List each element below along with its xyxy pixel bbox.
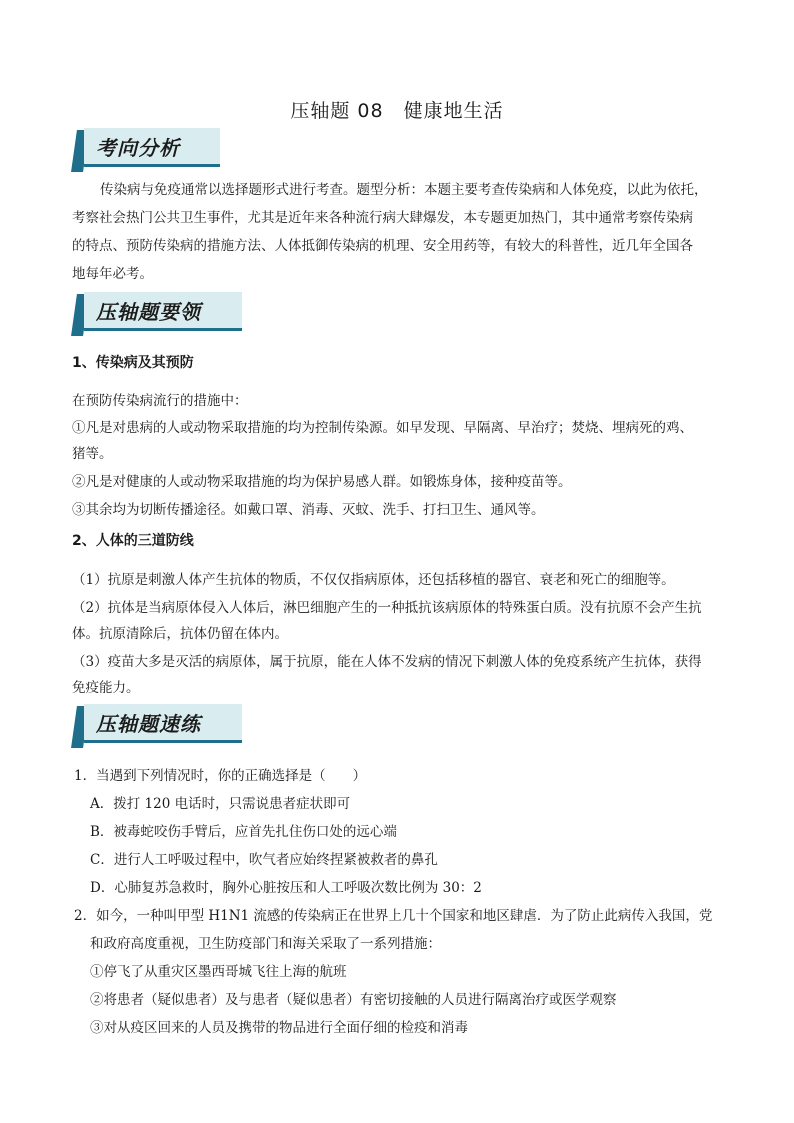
question-2-stem-b: 和政府高度重视，卫生防疫部门和海关采取了一系列措施： [90, 936, 441, 952]
defense-point-3b: 免疫能力。 [72, 680, 140, 696]
section-banner-practice [74, 704, 234, 748]
section-banner-analysis [74, 128, 214, 172]
section-label-essentials: 压轴题要领 [96, 299, 201, 324]
question-1-option-c: C．进行人工呼吸过程中，吹气者应始终捏紧被救者的鼻孔 [90, 852, 438, 868]
banner-box [84, 704, 242, 743]
essentials-point-1a: ①凡是对患病的人或动物采取措施的均为控制传染源。如早发现、早隔离、早治疗；焚烧、埋病死的鸡、 [72, 420, 693, 436]
question-1-stem: 1．当遇到下列情况时，你的正确选择是（ ） [74, 768, 367, 784]
analysis-line-2: 考察社会热门公共卫生事件，尤其是近年来各种流行病大肆爆发，本专题更加热门，其中通常考察传染病 [72, 210, 693, 226]
question-2-measure-2: ②将患者（疑似患者）及与患者（疑似患者）有密切接触的人员进行隔离治疗或医学观察 [90, 992, 617, 1008]
defense-point-2b: 体。抗原清除后，抗体仍留在体内。 [72, 626, 288, 642]
question-2-measure-1: ①停飞了从重灾区墨西哥城飞往上海的航班 [90, 964, 347, 980]
essentials-point-2: ②凡是对健康的人或动物采取措施的均为保护易感人群。如锻炼身体，接种疫苗等。 [72, 474, 572, 490]
essentials-intro: 在预防传染病流行的措施中： [72, 393, 248, 409]
banner-box [84, 292, 242, 331]
heading-infectious-disease: 1、传染病及其预防 [72, 355, 194, 371]
essentials-point-3: ③其余均为切断传播途径。如戴口罩、消毒、灭蚊、洗手、打扫卫生、通风等。 [72, 502, 545, 518]
defense-point-2a: （2）抗体是当病原体侵入人体后，淋巴细胞产生的一种抵抗该病原体的特殊蛋白质。没有抗原不会产生抗 [72, 600, 702, 616]
defense-point-1: （1）抗原是刺激人体产生抗体的物质，不仅仅指病原体，还包括移植的器官、衰老和死亡的细胞等。 [72, 572, 675, 588]
section-label-analysis: 考向分析 [96, 135, 180, 160]
question-2-stem-a: 2．如今，一种叫甲型 H1N1 流感的传染病正在世界上几十个国家和地区肆虐．为了防止此病传入我国，党 [74, 908, 713, 924]
defense-point-3a: （3）疫苗大多是灭活的病原体，属于抗原，能在人体不发病的情况下刺激人体的免疫系统产生抗体，获得 [72, 654, 702, 670]
question-1-option-d: D．心肺复苏急救时，胸外心脏按压和人工呼吸次数比例为 30：2 [90, 880, 482, 896]
question-1-option-a: A．拨打 120 电话时，只需说患者症状即可 [90, 796, 351, 812]
section-label-practice: 压轴题速练 [96, 711, 201, 736]
analysis-line-3: 的特点、预防传染病的措施方法、人体抵御传染病的机理、安全用药等，有较大的科普性，近几年全国各 [72, 238, 693, 254]
section-banner-essentials [74, 292, 234, 336]
page-title: 压轴题 08 健康地生活 [290, 100, 504, 122]
analysis-line-4: 地每年必考。 [72, 266, 153, 282]
banner-box [84, 128, 220, 167]
question-2-measure-3: ③对从疫区回来的人员及携带的物品进行全面仔细的检疫和消毒 [90, 1020, 468, 1036]
heading-three-defenses: 2、人体的三道防线 [72, 533, 194, 549]
question-1-option-b: B．被毒蛇咬伤手臂后，应首先扎住伤口处的远心端 [90, 824, 397, 840]
analysis-line-1: 传染病与免疫通常以选择题形式进行考查。题型分析：本题主要考查传染病和人体免疫，以此为依托， [100, 182, 708, 198]
essentials-point-1b: 猪等。 [72, 446, 113, 462]
